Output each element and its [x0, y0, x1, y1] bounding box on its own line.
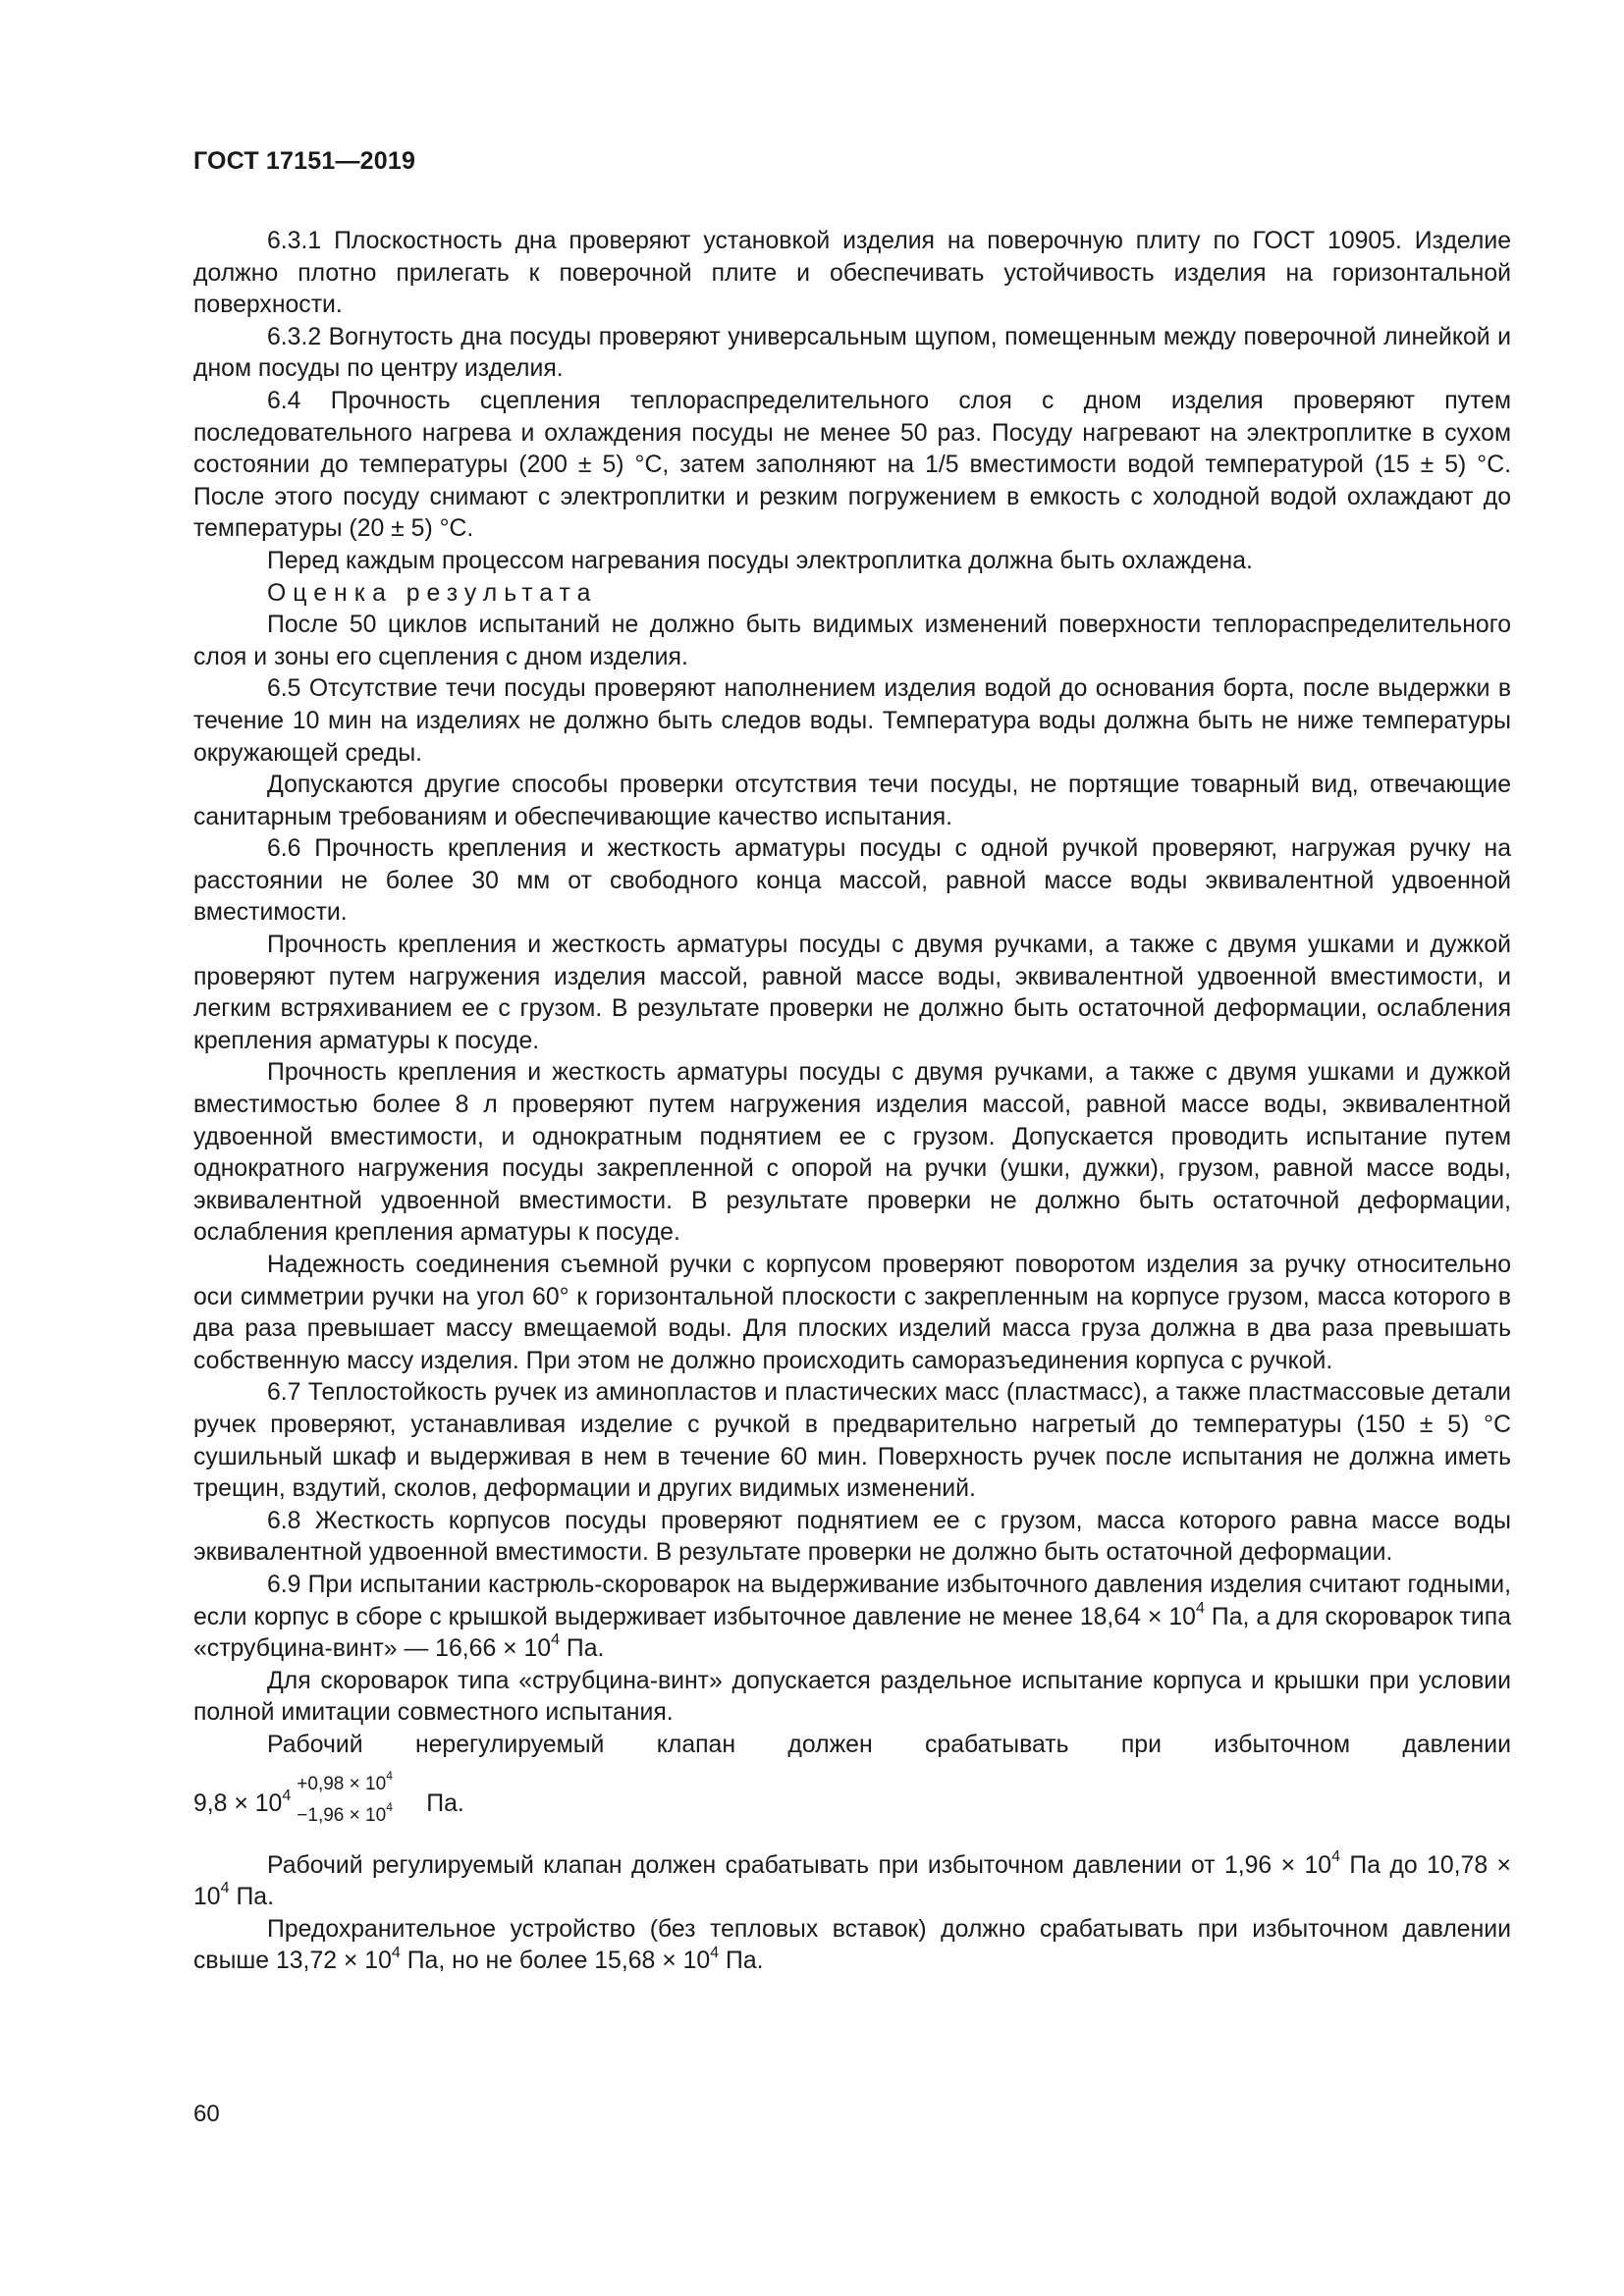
paragraph-assessment: После 50 циклов испытаний не должно быть видимых изменений поверхности теплораспределительного слоя и зоны его сцепления с дном изделия. — [193, 612, 1511, 670]
word: клапан — [656, 1731, 736, 1758]
paragraph-6-9 — [193, 1570, 1511, 1666]
formula-unit: Па. — [426, 1790, 464, 1818]
paragraph-cooling-note: Перед каждым процессом нагревания посуды электроплитка должна быть охлаждена. — [267, 547, 1253, 574]
superscript: 4 — [386, 1769, 394, 1784]
paragraph-separate-test: Для скороварок типа «струбцина-винт» допускается раздельное испытание корпуса и крышки при условии полной имитации совместного испытания. — [193, 1667, 1511, 1727]
paragraph-6-7: 6.7 Теплостойкость ручек из аминопластов и пластических масс (пластмасс), а также пластмассовые детали ручек проверяют, устанавливая изделие с ручкой в предварительно нагретый до температуры (150 ± 5) °С сушильный шкаф и выдерживая в нем в течение 60 мин. Поверхность ручек после испытания не должна иметь трещин, вздутий, сколов, деформации и других видимых изменений. — [193, 1379, 1511, 1503]
word: при — [1120, 1731, 1162, 1758]
text-run: Па. — [719, 1948, 764, 1975]
word: должен — [787, 1731, 873, 1758]
word: избыточном — [1214, 1731, 1351, 1758]
paragraph-two-handles: Прочность крепления и жесткость арматуры посуды с двумя ручками, а также с двумя ушками и дужкой проверяют путем нагружения изделия массой, равной массе воды, эквивалентной удвоенной вместимости, и легким встряхиванием ее с грузом. В результате проверки не должно быть остаточной деформации, ослабления крепления арматуры к посуде. — [193, 932, 1511, 1054]
paragraph-6-4: 6.4 Прочность сцепления теплораспределительного слоя с дном изделия проверяют путем последовательного нагрева и охлаждения посуды не менее 50 раз. Посуду нагревают на электроплитке в сухом состоянии до температуры (200 ± 5) °С, затем заполняют на 1/5 вместимости водой температурой (15 ± 5) °С. После этого посуду снимают с электроплитки и резким погружением в емкость с холодной водой охлаждают до температуры (20 ± 5) °С. — [193, 387, 1511, 543]
tolerance-lower — [297, 1800, 394, 1827]
page-number: 60 — [193, 2101, 220, 2127]
word: срабатывать — [925, 1731, 1069, 1758]
tolerance-lower-text: −1,96 × 10 — [297, 1804, 387, 1826]
paragraph-6-3-1: 6.3.1 Плоскостность дна проверяют установкой изделия на поверочную плиту по ГОСТ 10905. Изделие должно плотно прилегать к поверочной плите и обеспечивать устойчивость изделия на горизонтальной поверхности. — [193, 228, 1511, 319]
word: нерегулируемый — [414, 1731, 605, 1758]
superscript: 4 — [282, 1786, 292, 1804]
pressure-formula — [193, 1768, 1511, 1842]
paragraph-regulated-valve — [193, 1846, 1511, 1914]
text-run: Предохранительное устройство (без тепловых вставок) должно срабатывать при избыточном давлении свыше 13,72 × 10 — [193, 1915, 1511, 1975]
text-run: 6.9 При испытании кастрюль-скороварок на выдерживание избыточного давления изделия считают годными, если корпус в сборе с крышкой выдерживает избыточное давление не менее 18,64 × 10 — [193, 1571, 1511, 1630]
text-run: Па, но не более 15,68 × 10 — [400, 1948, 711, 1975]
paragraph-safety-device — [193, 1914, 1511, 1978]
paragraph-large-volume: Прочность крепления и жесткость арматуры посуды с двумя ручками, а также с двумя ушками и дужкой вместимостью более 8 л проверяют путем нагружения изделия массой, равной массе воды, эквивалентной удвоенной вместимости, и однократным поднятием ее с грузом. Допускается проводить испытание путем однократного нагружения посуды закрепленной с опорой на ручки (ушки, дужки), грузом, равной массе воды, эквивалентной удвоенной вместимости. В результате проверки не должно быть остаточной деформации, ослабления крепления арматуры к посуде. — [193, 1059, 1511, 1247]
paragraph-6-3-2: 6.3.2 Вогнутость дна посуды проверяют универсальным щупом, помещенным между поверочной линейкой и дном посуды по центру изделия. — [193, 323, 1511, 383]
text-run: Рабочий регулируемый клапан должен срабатывать при избыточном давлении от 1,96 × 10 — [267, 1851, 1332, 1879]
paragraph-6-8: 6.8 Жесткость корпусов посуды проверяют поднятием ее с грузом, масса которого равна массе воды эквивалентной удвоенной вместимости. В результате проверки не должно быть остаточной деформации. — [193, 1507, 1511, 1567]
paragraph-other-methods: Допускаются другие способы проверки отсутствия течи посуды, не портящие товарный вид, отвечающие санитарным требованиям и обеспечивающие качество испытания. — [193, 772, 1511, 830]
text-run: Па до 10,78 × 10 — [193, 1851, 1511, 1911]
paragraph-removable-handle: Надежность соединения съемной ручки с корпусом проверяют поворотом изделия за ручку относительно оси симметрии ручки на угол 60° к горизонтальной плоскости с закрепленным на корпусе грузом, масса которого в два раза превышает массу вмещаемой воды. Для плоских изделий масса груза должна в два раза превышать собственную массу изделия. При этом не должно происходить саморазъединения корпуса с ручкой. — [193, 1252, 1511, 1374]
document-body — [193, 226, 1511, 1978]
subheading-assessment: Оценка результата — [267, 579, 598, 607]
paragraph-6-6: 6.6 Прочность крепления и жесткость арматуры посуды с одной ручкой проверяют, нагружая ручку на расстоянии не более 30 мм от свободного конца массой, равной массе воды эквивалентной удвоенной вместимости. — [193, 835, 1511, 927]
superscript: 4 — [1195, 1598, 1205, 1617]
formula-base — [193, 1786, 292, 1821]
paragraph-valve-line — [193, 1730, 1511, 1762]
superscript: 4 — [1331, 1846, 1341, 1865]
text-run: Па. — [229, 1884, 274, 1911]
text-run: Па, а для скороварок типа «струбцина-винт» — 16,66 × 10 — [193, 1603, 1511, 1663]
formula-tolerance — [297, 1769, 406, 1835]
paragraph-6-5: 6.5 Отсутствие течи посуды проверяют наполнением изделия водой до основания борта, после выдержки в течение 10 мин на изделиях не должно быть следов воды. Температура воды должна быть не ниже температуры окружающей среды. — [193, 675, 1511, 767]
document-header: ГОСТ 17151—2019 — [193, 147, 416, 175]
formula-base-text: 9,8 × 10 — [193, 1790, 283, 1818]
superscript: 4 — [220, 1879, 230, 1897]
text-run: Па. — [560, 1635, 605, 1663]
superscript: 4 — [391, 1943, 401, 1961]
word: давлении — [1402, 1731, 1511, 1758]
word: Рабочий — [267, 1731, 363, 1758]
superscript: 4 — [386, 1800, 394, 1815]
tolerance-upper — [297, 1769, 394, 1795]
superscript: 4 — [551, 1630, 561, 1649]
tolerance-upper-text: +0,98 × 10 — [297, 1773, 387, 1794]
superscript: 4 — [710, 1943, 720, 1961]
